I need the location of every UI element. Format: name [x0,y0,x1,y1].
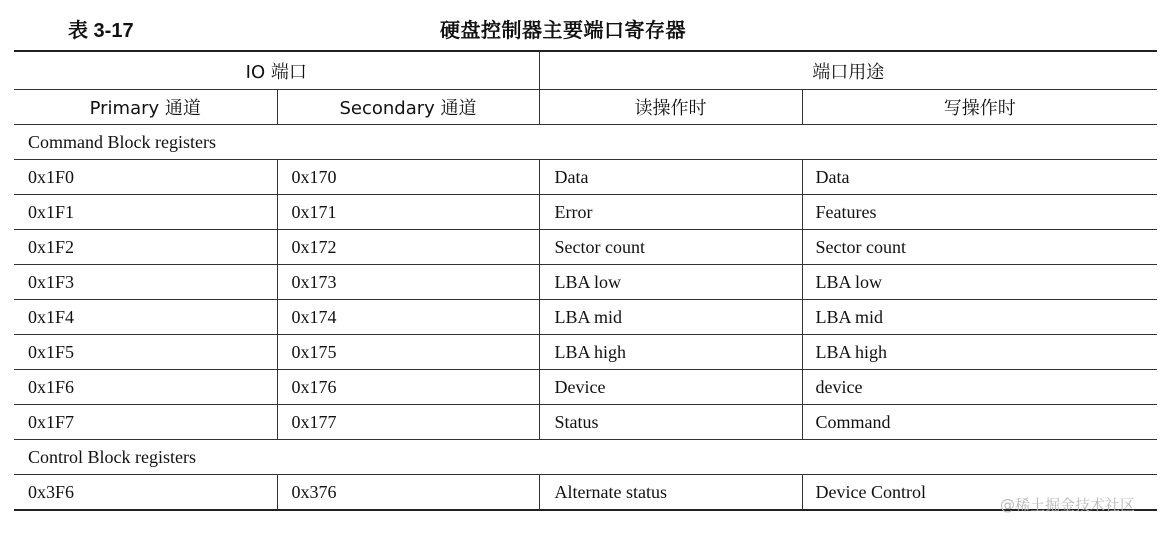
watermark: @稀土掘金技术社区 [1000,496,1136,514]
cell-read: Data [539,160,802,195]
cell-read: LBA high [539,335,802,370]
cell-write: LBA low [802,265,1157,300]
section-row [14,125,1157,160]
cell-primary: 0x1F2 [14,230,277,265]
header-read: 读操作时 [539,90,802,125]
cell-primary: 0x1F5 [14,335,277,370]
cell-primary: 0x1F6 [14,370,277,405]
table-title: 硬盘控制器主要端口寄存器 [440,18,686,42]
cell-write: Command [802,405,1157,440]
cell-secondary: 0x170 [277,160,539,195]
cell-read: LBA mid [539,300,802,335]
cell-write: LBA high [802,335,1157,370]
header-port-usage: 端口用途 [539,51,1157,90]
table-row [14,160,1157,195]
cell-secondary: 0x171 [277,195,539,230]
cell-primary: 0x1F1 [14,195,277,230]
cell-primary: 0x1F3 [14,265,277,300]
cell-read: Alternate status [539,475,802,511]
cell-write: Device Control [802,475,1157,511]
header-column-row [14,90,1157,125]
section-title-control-block: Control Block registers [14,440,1157,475]
cell-write: Sector count [802,230,1157,265]
header-write: 写操作时 [802,90,1157,125]
cell-secondary: 0x176 [277,370,539,405]
cell-read: Error [539,195,802,230]
cell-primary: 0x3F6 [14,475,277,511]
cell-read: Status [539,405,802,440]
table-row [14,370,1157,405]
cell-read: Sector count [539,230,802,265]
cell-secondary: 0x172 [277,230,539,265]
cell-secondary: 0x177 [277,405,539,440]
header-io-ports: IO 端口 [14,51,539,90]
cell-primary: 0x1F4 [14,300,277,335]
cell-secondary: 0x376 [277,475,539,511]
cell-secondary: 0x173 [277,265,539,300]
cell-write: Features [802,195,1157,230]
header-primary: Primary 通道 [14,90,277,125]
cell-read: LBA low [539,265,802,300]
cell-write: Data [802,160,1157,195]
cell-write: LBA mid [802,300,1157,335]
header-secondary: Secondary 通道 [277,90,539,125]
table-row [14,475,1157,511]
header-group-row [14,51,1157,90]
section-row [14,440,1157,475]
cell-secondary: 0x175 [277,335,539,370]
table-row [14,265,1157,300]
section-title-command-block: Command Block registers [14,125,1157,160]
table-row [14,300,1157,335]
cell-write: device [802,370,1157,405]
cell-read: Device [539,370,802,405]
table-row [14,195,1157,230]
table-number: 表 3-17 [68,20,134,42]
cell-primary: 0x1F0 [14,160,277,195]
cell-secondary: 0x174 [277,300,539,335]
command-block-section [14,125,1157,440]
control-block-section [14,440,1157,511]
cell-primary: 0x1F7 [14,405,277,440]
table-row [14,230,1157,265]
table-caption [0,12,1175,44]
table-row [14,405,1157,440]
register-table [14,50,1157,511]
table-row [14,335,1157,370]
